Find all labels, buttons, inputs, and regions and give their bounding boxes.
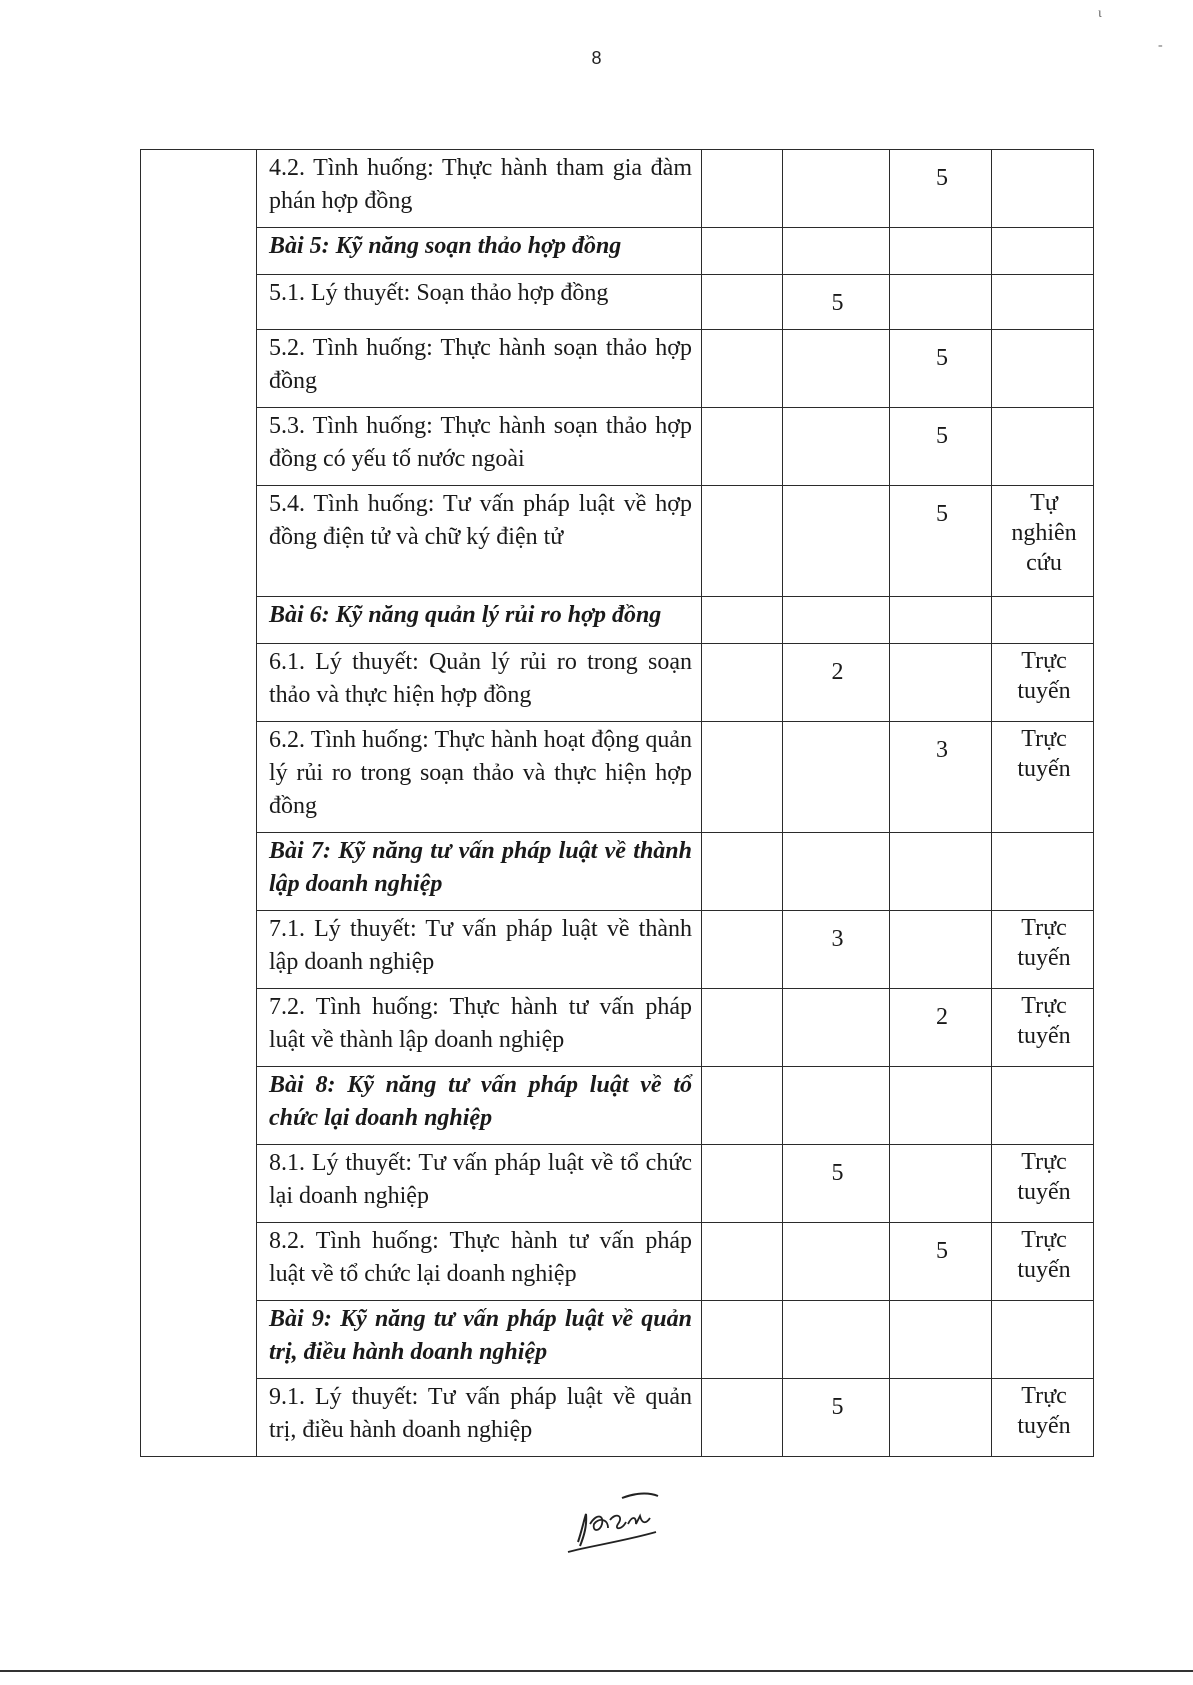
lesson-item: 7.1. Lý thuyết: Tư vấn pháp luật về thành lập doanh nghiệp: [257, 911, 702, 989]
theory-hours-cell: [783, 330, 890, 408]
blank-cell: [702, 1301, 783, 1379]
delivery-note-cell: Trực tuyến: [992, 644, 1094, 722]
delivery-note-cell: Trực tuyến: [992, 1145, 1094, 1223]
table-row: [141, 150, 1094, 228]
blank-cell: [702, 989, 783, 1067]
theory-hours-cell: [783, 228, 890, 275]
blank-cell: [702, 228, 783, 275]
theory-hours-cell: [783, 833, 890, 911]
delivery-note-cell: [992, 1301, 1094, 1379]
lesson-heading: Bài 5: Kỹ năng soạn thảo hợp đồng: [257, 228, 702, 275]
delivery-note-cell: Trực tuyến: [992, 1223, 1094, 1301]
practice-hours-cell: [890, 1301, 992, 1379]
theory-hours-cell: [783, 722, 890, 833]
blank-cell: [702, 486, 783, 597]
page-bottom-rule: [0, 1670, 1193, 1672]
delivery-note-cell: [992, 228, 1094, 275]
practice-hours-cell: [890, 1145, 992, 1223]
delivery-note-cell: Trực tuyến: [992, 989, 1094, 1067]
blank-cell: [702, 1067, 783, 1145]
table-row: [141, 408, 1094, 486]
table-row: [141, 1223, 1094, 1301]
practice-hours-cell: [890, 597, 992, 644]
theory-hours-cell: [783, 1301, 890, 1379]
practice-hours-cell: 5: [890, 150, 992, 228]
table-row-heading: [141, 1067, 1094, 1145]
syllabus-table: [140, 149, 1094, 1457]
delivery-note-cell: Trực tuyến: [992, 911, 1094, 989]
lesson-heading: Bài 9: Kỹ năng tư vấn pháp luật về quản trị, điều hành doanh nghiệp: [257, 1301, 702, 1379]
lesson-item: 7.2. Tình huống: Thực hành tư vấn pháp luật về thành lập doanh nghiệp: [257, 989, 702, 1067]
theory-hours-cell: 3: [783, 911, 890, 989]
delivery-note-cell: Trực tuyến: [992, 1379, 1094, 1457]
lesson-item: 8.2. Tình huống: Thực hành tư vấn pháp luật về tổ chức lại doanh nghiệp: [257, 1223, 702, 1301]
theory-hours-cell: 5: [783, 275, 890, 330]
table-row-heading: [141, 228, 1094, 275]
module-column-cell: [141, 150, 257, 1457]
corner-mark-right: -: [1158, 38, 1163, 53]
theory-hours-cell: 5: [783, 1379, 890, 1457]
delivery-note-cell: [992, 1067, 1094, 1145]
lesson-item: 5.3. Tình huống: Thực hành soạn thảo hợp đồng có yếu tố nước ngoài: [257, 408, 702, 486]
theory-hours-cell: 5: [783, 1145, 890, 1223]
delivery-note-cell: [992, 330, 1094, 408]
table-row: [141, 486, 1094, 597]
corner-mark-top: ɩ: [1098, 6, 1102, 21]
delivery-note-cell: [992, 597, 1094, 644]
signature-mark: [560, 1490, 670, 1560]
blank-cell: [702, 408, 783, 486]
delivery-note-cell: [992, 150, 1094, 228]
theory-hours-cell: [783, 1067, 890, 1145]
lesson-heading: Bài 6: Kỹ năng quản lý rủi ro hợp đồng: [257, 597, 702, 644]
blank-cell: [702, 1223, 783, 1301]
blank-cell: [702, 275, 783, 330]
theory-hours-cell: 2: [783, 644, 890, 722]
lesson-item: 5.2. Tình huống: Thực hành soạn thảo hợp đồng: [257, 330, 702, 408]
theory-hours-cell: [783, 1223, 890, 1301]
lesson-item: 6.1. Lý thuyết: Quản lý rủi ro trong soạn thảo và thực hiện hợp đồng: [257, 644, 702, 722]
table-row: [141, 1145, 1094, 1223]
practice-hours-cell: 5: [890, 1223, 992, 1301]
table-row-heading: [141, 597, 1094, 644]
theory-hours-cell: [783, 408, 890, 486]
blank-cell: [702, 833, 783, 911]
lesson-item: 6.2. Tình huống: Thực hành hoạt động quản lý rủi ro trong soạn thảo và thực hiện hợp đồng: [257, 722, 702, 833]
blank-cell: [702, 1379, 783, 1457]
page-number: 8: [591, 48, 602, 68]
table-row: [141, 1379, 1094, 1457]
blank-cell: [702, 911, 783, 989]
delivery-note-cell: [992, 833, 1094, 911]
table-row: [141, 722, 1094, 833]
blank-cell: [702, 722, 783, 833]
blank-cell: [702, 150, 783, 228]
practice-hours-cell: 5: [890, 486, 992, 597]
practice-hours-cell: 2: [890, 989, 992, 1067]
delivery-note-cell: [992, 408, 1094, 486]
practice-hours-cell: [890, 228, 992, 275]
theory-hours-cell: [783, 486, 890, 597]
practice-hours-cell: [890, 275, 992, 330]
table-row: [141, 644, 1094, 722]
theory-hours-cell: [783, 150, 890, 228]
table-row-heading: [141, 833, 1094, 911]
practice-hours-cell: 5: [890, 408, 992, 486]
theory-hours-cell: [783, 989, 890, 1067]
lesson-item: 8.1. Lý thuyết: Tư vấn pháp luật về tổ chức lại doanh nghiệp: [257, 1145, 702, 1223]
delivery-note-cell: Tự nghiên cứu: [992, 486, 1094, 597]
table-row: [141, 275, 1094, 330]
table-row: [141, 911, 1094, 989]
practice-hours-cell: [890, 1379, 992, 1457]
delivery-note-cell: Trực tuyến: [992, 722, 1094, 833]
theory-hours-cell: [783, 597, 890, 644]
lesson-item: 5.4. Tình huống: Tư vấn pháp luật về hợp đồng điện tử và chữ ký điện tử: [257, 486, 702, 597]
blank-cell: [702, 1145, 783, 1223]
practice-hours-cell: [890, 833, 992, 911]
lesson-heading: Bài 7: Kỹ năng tư vấn pháp luật về thành lập doanh nghiệp: [257, 833, 702, 911]
practice-hours-cell: [890, 644, 992, 722]
lesson-item: 4.2. Tình huống: Thực hành tham gia đàm phán hợp đồng: [257, 150, 702, 228]
blank-cell: [702, 644, 783, 722]
lesson-heading: Bài 8: Kỹ năng tư vấn pháp luật về tổ chức lại doanh nghiệp: [257, 1067, 702, 1145]
table-row: [141, 989, 1094, 1067]
lesson-item: 9.1. Lý thuyết: Tư vấn pháp luật về quản trị, điều hành doanh nghiệp: [257, 1379, 702, 1457]
blank-cell: [702, 330, 783, 408]
table-row: [141, 330, 1094, 408]
table-row-heading: [141, 1301, 1094, 1379]
practice-hours-cell: [890, 1067, 992, 1145]
practice-hours-cell: [890, 911, 992, 989]
practice-hours-cell: 5: [890, 330, 992, 408]
blank-cell: [702, 597, 783, 644]
lesson-item: 5.1. Lý thuyết: Soạn thảo hợp đồng: [257, 275, 702, 330]
delivery-note-cell: [992, 275, 1094, 330]
table-body: [141, 150, 1094, 1457]
practice-hours-cell: 3: [890, 722, 992, 833]
